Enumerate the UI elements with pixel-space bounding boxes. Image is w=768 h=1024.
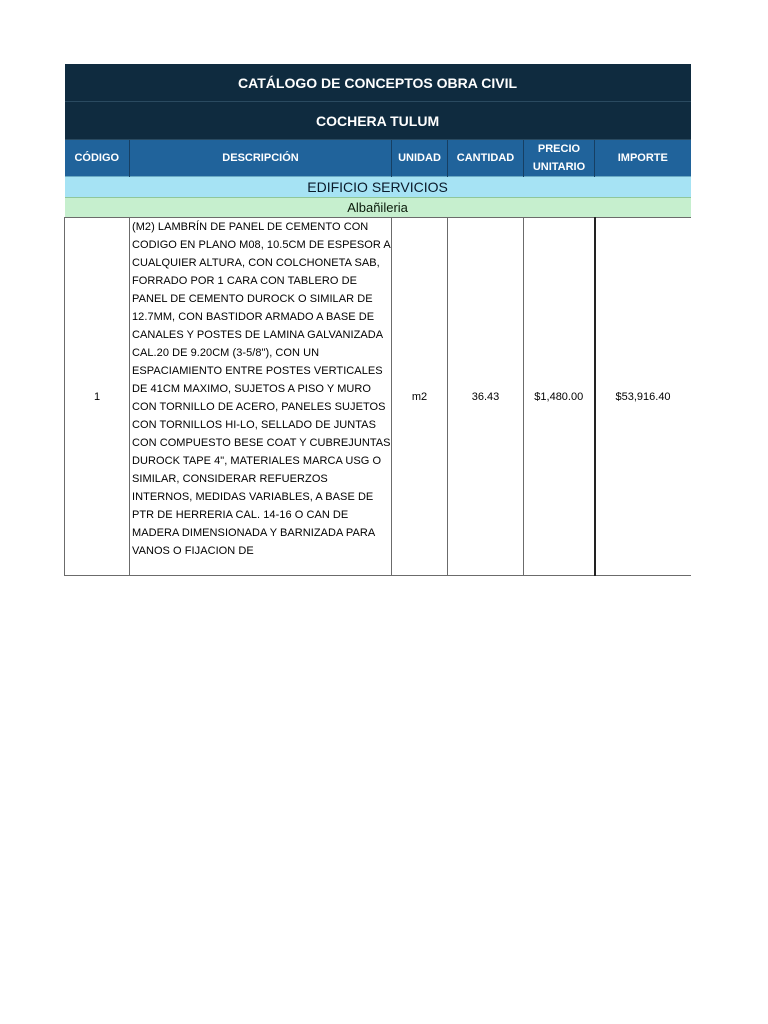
- concept-catalog-sheet: [64, 64, 690, 576]
- col-header-descripcion: DESCRIPCIÓN: [130, 140, 392, 177]
- project-row: [65, 102, 691, 140]
- cell-unidad: m2: [392, 218, 448, 576]
- description-text: (M2) LAMBRÍN DE PANEL DE CEMENTO CON CODIGO EN PLANO M08, 10.5CM DE ESPESOR A CUALQUIER ALTURA, CON COLCHONETA SAB, FORRADO POR 1 CARA CON TABLERO DE PANEL DE CEMENTO DUROCK O SIMILAR DE 12.7MM, CON BASTIDOR ARMADO A BASE DE CANALES Y POSTES DE LAMINA GALVANIZADA CAL.20 DE 9.20CM (3-5/8"), CON UN ESPACIAMIENTO ENTRE POSTES VERTICALES DE 41CM MAXIMO, SUJETOS A PISO Y MURO CON TORNILLO DE ACERO, PANELES SUJETOS CON TORNILLOS HI-LO, SELLADO DE JUNTAS CON COMPUESTO BESE COAT Y CUBREJUNTAS DUROCK TAPE 4", MATERIALES MARCA USG O SIMILAR, CONSIDERAR REFUERZOS INTERNOS, MEDIDAS VARIABLES, A BASE DE PTR DE HERRERIA CAL. 14-16 O CAN DE MADERA DIMENSIONADA Y BARNIZADA PARA VANOS O FIJACION DE: [132, 221, 391, 557]
- cell-precio-unitario: $1,480.00: [524, 218, 595, 576]
- cell-codigo: 1: [65, 218, 130, 576]
- col-header-unidad: UNIDAD: [392, 140, 448, 177]
- subsection-title: Albañileria: [65, 198, 691, 218]
- col-header-codigo: CÓDIGO: [65, 140, 130, 177]
- section-title: EDIFICIO SERVICIOS: [65, 177, 691, 198]
- subsection-row: [65, 198, 691, 218]
- catalog-table: [64, 64, 691, 576]
- cell-descripcion: [130, 218, 392, 576]
- col-header-precio-unitario: PRECIO UNITARIO: [524, 140, 595, 177]
- section-row: [65, 177, 691, 198]
- column-header-row: [65, 140, 691, 177]
- project-name: COCHERA TULUM: [65, 102, 691, 140]
- col-header-importe: IMPORTE: [595, 140, 691, 177]
- cell-importe: $53,916.40: [595, 218, 691, 576]
- catalog-title: CATÁLOGO DE CONCEPTOS OBRA CIVIL: [65, 64, 691, 102]
- table-row: [65, 218, 691, 576]
- cell-cantidad: 36.43: [448, 218, 524, 576]
- col-header-cantidad: CANTIDAD: [448, 140, 524, 177]
- title-row: [65, 64, 691, 102]
